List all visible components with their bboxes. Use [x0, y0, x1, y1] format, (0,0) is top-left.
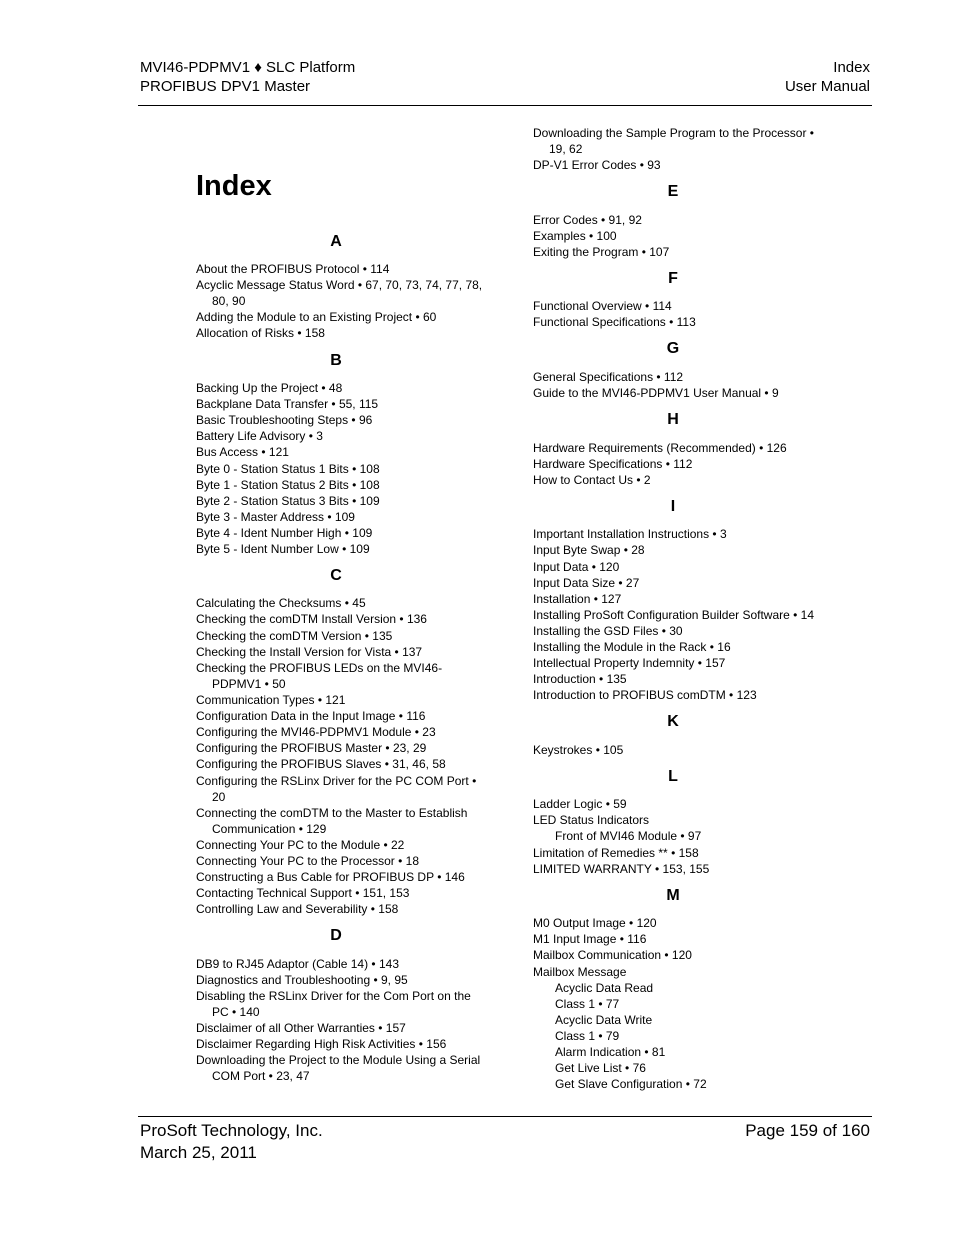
index-entry: Configuring the MVI46-PDPMV1 Module • 23 — [196, 725, 436, 739]
section-letter-k: K — [667, 713, 679, 730]
index-entry: Mailbox Message — [533, 965, 627, 979]
index-entry: Configuration Data in the Input Image • 116 — [196, 709, 426, 723]
section-letter-b: B — [330, 352, 342, 369]
index-entry: Byte 3 - Master Address • 109 — [196, 510, 355, 524]
index-entry: How to Contact Us • 2 — [533, 473, 651, 487]
header-subtitle: PROFIBUS DPV1 Master — [140, 78, 311, 95]
index-entry: Diagnostics and Troubleshooting • 9, 95 — [196, 973, 408, 987]
index-subentry: Alarm Indication • 81 — [555, 1045, 666, 1059]
index-entry: Disclaimer of all Other Warranties • 157 — [196, 1021, 406, 1035]
index-entry: Hardware Requirements (Recommended) • 126 — [533, 441, 787, 455]
page-number: Page 159 of 160 — [745, 1121, 870, 1140]
index-subentry: Class 1 • 77 — [555, 997, 620, 1011]
index-subentry: Acyclic Data Read — [555, 981, 654, 995]
index-entry: LED Status Indicators — [533, 813, 650, 827]
index-entry: Intellectual Property Indemnity • 157 — [533, 656, 726, 670]
index-entry: Guide to the MVI46-PDPMV1 User Manual • 9 — [533, 386, 779, 400]
index-entry: Input Data Size • 27 — [533, 576, 640, 590]
footer-company: ProSoft Technology, Inc. — [140, 1121, 323, 1140]
index-entry: Hardware Specifications • 112 — [533, 457, 693, 471]
index-entry: Downloading the Sample Program to the Processor • — [533, 126, 815, 140]
footer-right — [745, 1120, 870, 1142]
index-entry: Checking the Install Version for Vista • 137 — [196, 645, 423, 659]
index-entry-continuation: PDPMV1 • 50 — [212, 677, 286, 691]
index-entry: Checking the comDTM Install Version • 136 — [196, 612, 427, 626]
index-entry: Input Data • 120 — [533, 560, 620, 574]
index-entry-continuation: COM Port • 23, 47 — [212, 1069, 310, 1083]
index-entry: Configuring the PROFIBUS Slaves • 31, 46, 58 — [196, 757, 446, 771]
index-entry: Bus Access • 121 — [196, 445, 289, 459]
index-entry: Examples • 100 — [533, 229, 617, 243]
section-letter-a: A — [330, 233, 342, 250]
index-entry: Checking the PROFIBUS LEDs on the MVI46- — [196, 661, 443, 675]
index-entry-continuation: PC • 140 — [212, 1005, 260, 1019]
index-entry: About the PROFIBUS Protocol • 114 — [196, 262, 390, 276]
index-subentry: Get Slave Configuration • 72 — [555, 1077, 707, 1091]
index-entry: Limitation of Remedies ** • 158 — [533, 846, 699, 860]
index-entry: Communication Types • 121 — [196, 693, 346, 707]
index-subentry: Get Live List • 76 — [555, 1061, 646, 1075]
index-entry-continuation: Communication • 129 — [212, 822, 327, 836]
index-entry: Allocation of Risks • 158 — [196, 326, 325, 340]
index-entry: Installing the GSD Files • 30 — [533, 624, 683, 638]
header-doc-type: User Manual — [784, 78, 870, 95]
page-title: Index — [196, 170, 272, 202]
section-letter-i: I — [670, 498, 676, 515]
index-entry: Introduction • 135 — [533, 672, 627, 686]
section-letter-l: L — [668, 768, 678, 785]
index-entry: Disabling the RSLinx Driver for the Com Port on the — [196, 989, 471, 1003]
section-letter-d: D — [330, 927, 342, 944]
index-entry: Checking the comDTM Version • 135 — [196, 629, 393, 643]
index-entry-continuation: 19, 62 — [549, 142, 583, 156]
index-entry: LIMITED WARRANTY • 153, 155 — [533, 862, 710, 876]
index-entry: Functional Overview • 114 — [533, 299, 672, 313]
index-entry: M1 Input Image • 116 — [533, 932, 647, 946]
index-entry: Backing Up the Project • 48 — [196, 381, 343, 395]
index-entry: Backplane Data Transfer • 55, 115 — [196, 397, 379, 411]
section-letter-f: F — [668, 270, 678, 287]
index-entry: Input Byte Swap • 28 — [533, 543, 645, 557]
index-entry: Installing ProSoft Configuration Builder Software • 14 — [533, 608, 815, 622]
index-entry: Installation • 127 — [533, 592, 622, 606]
index-entry: Installing the Module in the Rack • 16 — [533, 640, 731, 654]
index-entry: Exiting the Program • 107 — [533, 245, 670, 259]
header-product: MVI46-PDPMV1 ♦ SLC Platform — [140, 59, 356, 76]
index-entry: Constructing a Bus Cable for PROFIBUS DP • 146 — [196, 870, 465, 884]
index-entry: Introduction to PROFIBUS comDTM • 123 — [533, 688, 757, 702]
index-entry: Functional Specifications • 113 — [533, 315, 696, 329]
section-letter-e: E — [667, 183, 679, 200]
index-entry: Connecting Your PC to the Module • 22 — [196, 838, 405, 852]
index-entry: DP-V1 Error Codes • 93 — [533, 158, 661, 172]
index-entry-continuation: 20 — [212, 790, 226, 804]
index-entry: M0 Output Image • 120 — [533, 916, 657, 930]
footer-rule — [138, 1116, 872, 1117]
index-entry: Keystrokes • 105 — [533, 743, 624, 757]
index-entry: Mailbox Communication • 120 — [533, 948, 692, 962]
footer-date: March 25, 2011 — [140, 1143, 257, 1162]
index-entry: Adding the Module to an Existing Project • 60 — [196, 310, 437, 324]
index-entry: Byte 1 - Station Status 2 Bits • 108 — [196, 478, 380, 492]
index-entry: Byte 2 - Station Status 3 Bits • 109 — [196, 494, 380, 508]
index-entry: Connecting Your PC to the Processor • 18 — [196, 854, 420, 868]
index-entry: Error Codes • 91, 92 — [533, 213, 642, 227]
index-entry: DB9 to RJ45 Adaptor (Cable 14) • 143 — [196, 957, 399, 971]
index-entry: Basic Troubleshooting Steps • 96 — [196, 413, 373, 427]
section-letter-h: H — [667, 411, 679, 428]
index-subentry: Acyclic Data Write — [555, 1013, 653, 1027]
index-entry: Byte 4 - Ident Number High • 109 — [196, 526, 373, 540]
index-entry: Battery Life Advisory • 3 — [196, 429, 323, 443]
index-entry: Controlling Law and Severability • 158 — [196, 902, 399, 916]
index-subentry: Class 1 • 79 — [555, 1029, 620, 1043]
index-entry: Important Installation Instructions • 3 — [533, 527, 727, 541]
section-letter-c: C — [330, 567, 342, 584]
index-entry: Configuring the RSLinx Driver for the PC COM Port • — [196, 774, 477, 788]
section-letter-g: G — [666, 340, 680, 357]
header-right — [785, 58, 870, 96]
index-entry: Byte 5 - Ident Number Low • 109 — [196, 542, 370, 556]
index-entry: Disclaimer Regarding High Risk Activities • 156 — [196, 1037, 447, 1051]
header-rule — [138, 105, 872, 106]
index-entry: Calculating the Checksums • 45 — [196, 596, 366, 610]
index-entry: Acyclic Message Status Word • 67, 70, 73, 74, 77, 78, — [196, 278, 483, 292]
index-entry: Byte 0 - Station Status 1 Bits • 108 — [196, 462, 380, 476]
index-subentry: Front of MVI46 Module • 97 — [555, 829, 702, 843]
footer-left — [140, 1120, 323, 1164]
index-entry-continuation: 80, 90 — [212, 294, 246, 308]
index-entry: Ladder Logic • 59 — [533, 797, 627, 811]
header-section: Index — [833, 59, 870, 76]
index-entry: Downloading the Project to the Module Using a Serial — [196, 1053, 481, 1067]
index-entry: Contacting Technical Support • 151, 153 — [196, 886, 410, 900]
index-entry: Connecting the comDTM to the Master to Establish — [196, 806, 468, 820]
section-letter-m: M — [666, 887, 680, 904]
index-entry: Configuring the PROFIBUS Master • 23, 29 — [196, 741, 427, 755]
index-entry: General Specifications • 112 — [533, 370, 684, 384]
